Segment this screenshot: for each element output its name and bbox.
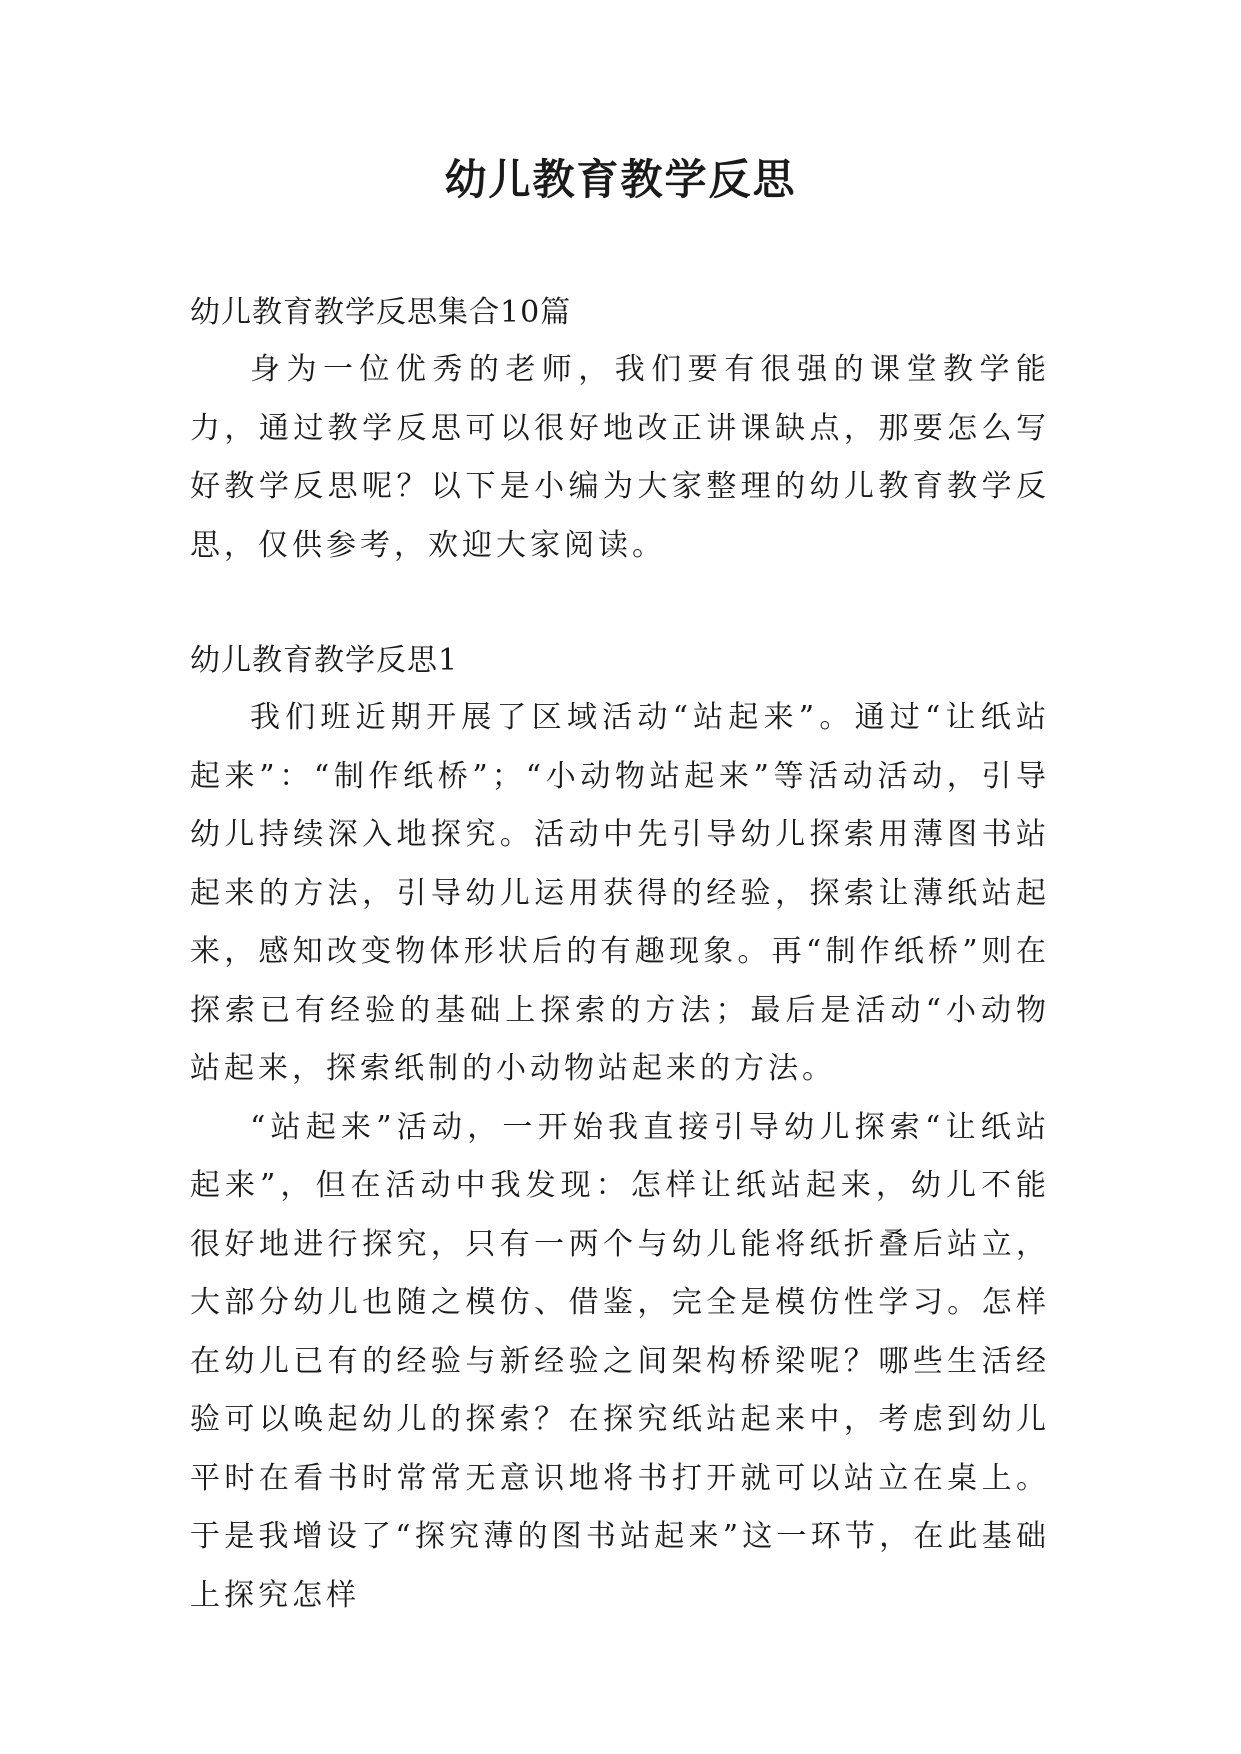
section-heading: 幼儿教育教学反思1 — [190, 643, 459, 678]
document-body — [190, 285, 1050, 1625]
section-paragraph-2: “站起来”活动，一开始我直接引导幼儿探索“让纸站起来”，但在活动中我发现：怎样让纸站起来，幼儿不能很好地进行探究，只有一两个与幼儿能将纸折叠后站立，大部分幼儿也随之模仿、借鉴，完全是模仿性学习。怎样在幼儿已有的经验与新经验之间架构桥梁呢？哪些生活经验可以唤起幼儿的探索？在探究纸站起来中，考虑到幼儿平时在看书时常常无意识地将书打开就可以站立在桌上。于是我增设了“探究薄的图书站起来”这一环节，在此基础上探究怎样 — [190, 1109, 1050, 1613]
section-spacer — [190, 575, 1050, 633]
intro-paragraph: 身为一位优秀的老师，我们要有很强的课堂教学能力，通过教学反思可以很好地改正讲课缺点，那要怎么写好教学反思呢？以下是小编为大家整理的幼儿教育教学反思，仅供参考，欢迎大家阅读。 — [190, 352, 1050, 563]
collection-subtitle: 幼儿教育教学反思集合10篇 — [190, 295, 572, 330]
section-paragraph-1: 我们班近期开展了区域活动“站起来”。通过“让纸站起来”：“制作纸桥”；“小动物站起来”等活动活动，引导幼儿持续深入地探究。活动中先引导幼儿探索用薄图书站起来的方法，引导幼儿运用获得的经验，探索让薄纸站起来，感知改变物体形状后的有趣现象。再“制作纸桥”则在探索已有经验的基础上探索的方法；最后是活动“小动物站起来，探索纸制的小动物站起来的方法。 — [190, 700, 1050, 1086]
document-title: 幼儿教育教学反思 — [444, 155, 797, 204]
